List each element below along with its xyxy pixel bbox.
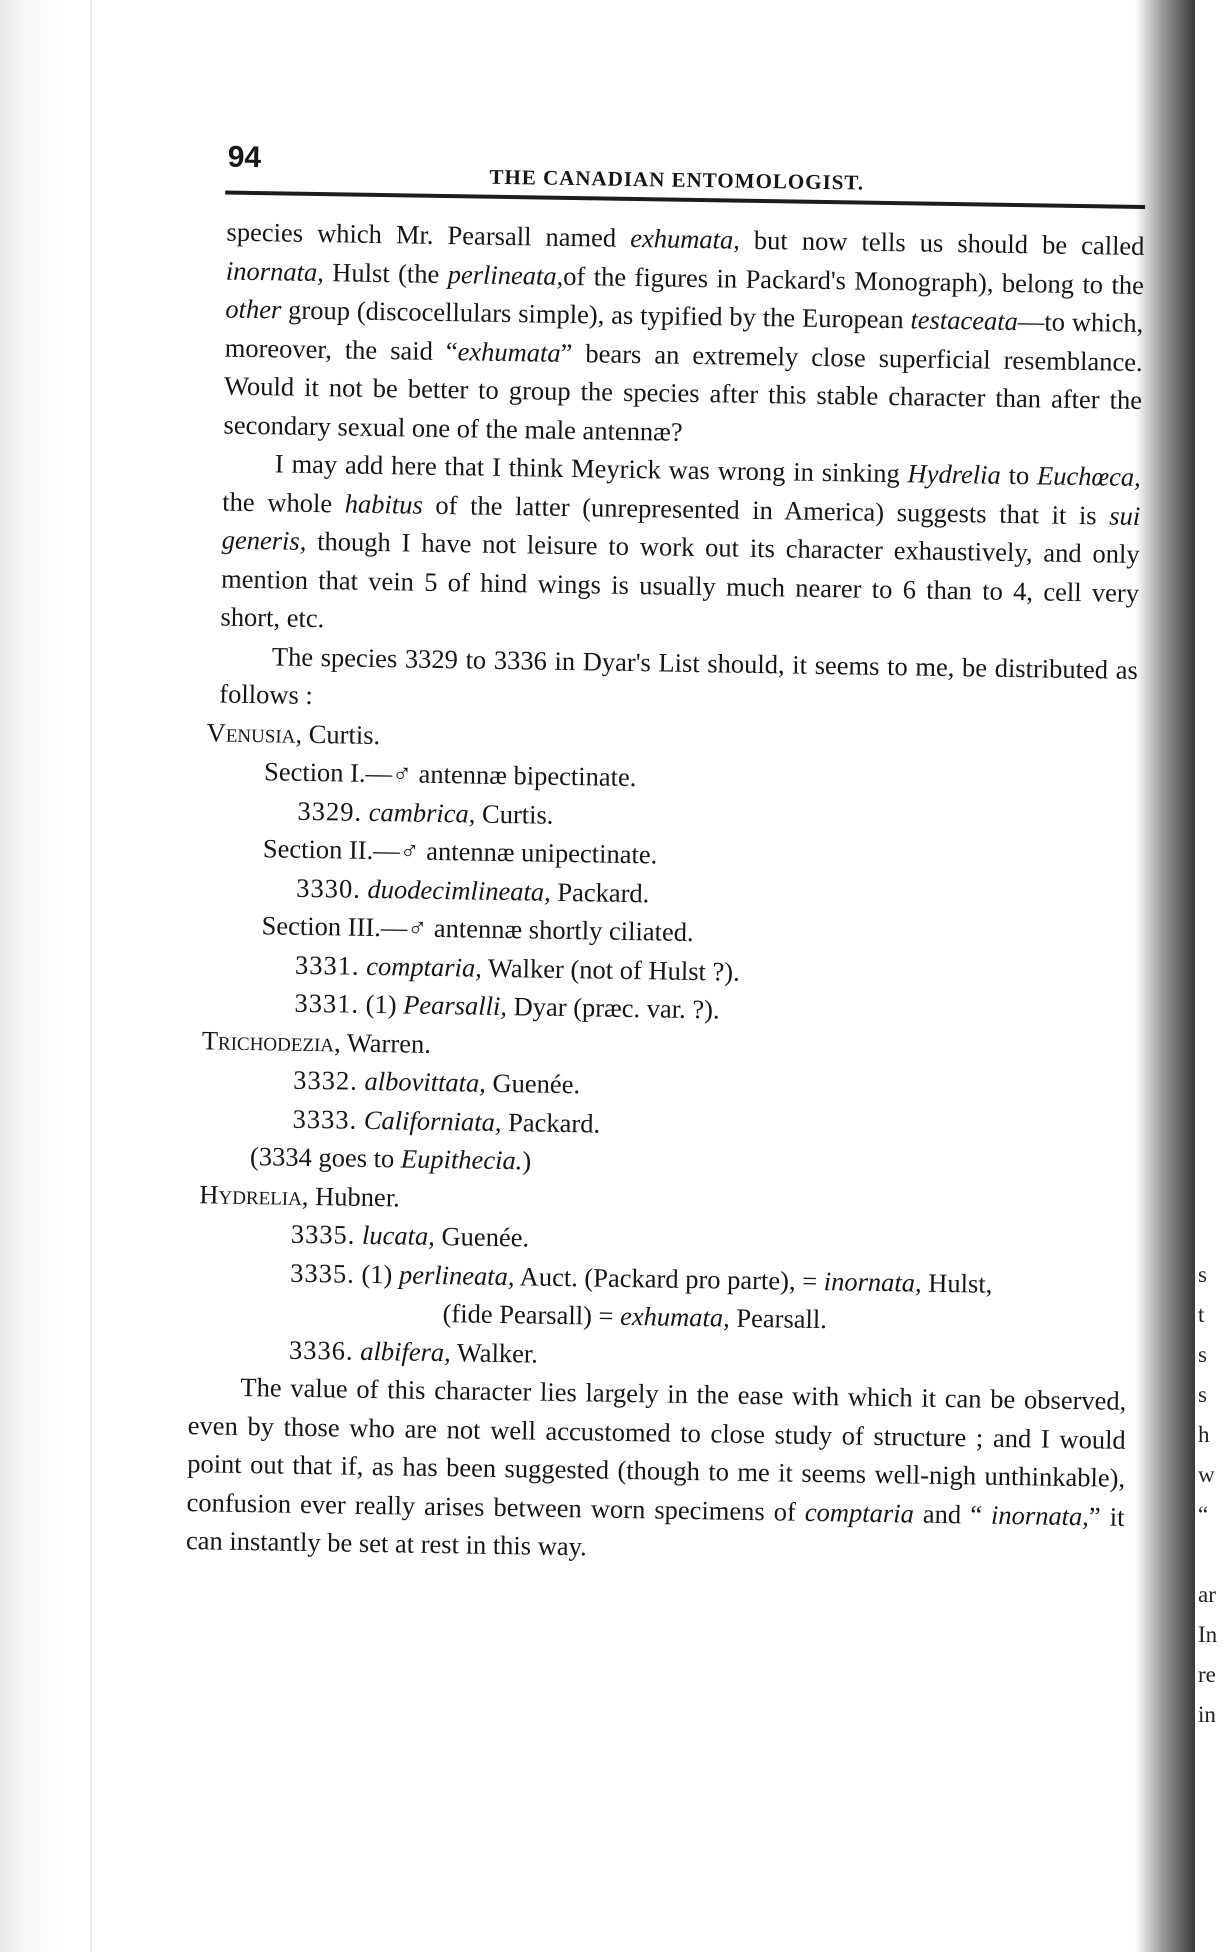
species-name: testaceata xyxy=(910,304,1019,337)
emphasis: habitus xyxy=(344,487,424,520)
text-run: of the figures in Packard's Monograph), belong to the xyxy=(563,260,1145,300)
genus-name: Hydrelia xyxy=(907,458,1002,490)
synonym-text: Auct. (Packard pro parte), = xyxy=(514,1260,825,1296)
variety-marker: (1) xyxy=(354,1258,400,1289)
species-number: 3332. xyxy=(293,1064,359,1096)
text-run: ” bears an extremely close superficial resemblance. Would it not be better to group the species after this stable character than after the secondary sexual one of the male antennæ? xyxy=(223,337,1143,447)
species-name: inornata, xyxy=(823,1265,922,1298)
facing-fragment: s xyxy=(1198,1382,1207,1407)
species-name: exhumata xyxy=(457,335,561,368)
species-list xyxy=(197,713,1137,1382)
scan-fold-line xyxy=(90,0,92,1952)
book-page xyxy=(168,140,1150,1574)
text-run: Hulst (the xyxy=(323,256,448,289)
species-name: perlineata, xyxy=(447,258,564,291)
text-run: group (discocellulars simple), as typified by the European xyxy=(281,294,911,335)
emphasis: sui generis, xyxy=(221,499,1141,556)
author: Hulst, xyxy=(921,1267,993,1299)
species-name: exhumata, xyxy=(629,222,741,255)
note-text: (3334 goes to xyxy=(249,1141,402,1174)
page-number: 94 xyxy=(227,140,262,175)
facing-page-fragments xyxy=(1198,1255,1224,1735)
paragraph-hydrelia xyxy=(220,444,1141,651)
species-number: 3333. xyxy=(292,1103,358,1135)
text-run: but now tells us should be called xyxy=(739,224,1145,262)
text-run: ” it can instantly be set at rest in this way. xyxy=(185,1500,1125,1562)
genus-name: Trichodezia, xyxy=(201,1024,342,1057)
facing-fragment: “ xyxy=(1198,1502,1209,1527)
text-run: the whole xyxy=(222,486,345,518)
variety-marker: (1) xyxy=(358,988,404,1020)
facing-fragment: s xyxy=(1198,1342,1207,1367)
author: Curtis. xyxy=(475,798,554,830)
text-run: The value of this character lies largely in the ease with which it can be observed, even by those who are not well accustomed to close study of structure ; and I would point out that if, as has been suggested (though to me it seems well-nigh unthinkable), confusion ever really arises between worn specimens of xyxy=(186,1371,1127,1527)
synonym-text: (fide Pearsall) = xyxy=(442,1298,621,1331)
note-text: ) xyxy=(522,1145,532,1176)
facing-fragment: t xyxy=(1198,1302,1205,1327)
species-name: inornata, xyxy=(225,255,325,287)
author: Packard. xyxy=(501,1106,601,1139)
facing-fragment: w xyxy=(1198,1462,1215,1487)
species-number: 3330. xyxy=(296,872,362,904)
text-run: and “ xyxy=(913,1498,992,1530)
author: Hubner. xyxy=(308,1180,401,1212)
author: Guenée. xyxy=(434,1220,530,1253)
paragraph-exhumata xyxy=(223,213,1145,458)
facing-fragment: h xyxy=(1198,1422,1210,1447)
author: Curtis. xyxy=(301,718,381,750)
species-name: albovittata, xyxy=(364,1065,487,1098)
section-heading: Section II.—♂ antennæ unipectinate. xyxy=(262,833,658,870)
facing-fragment: in xyxy=(1198,1702,1216,1727)
text-run: —to which, moreover, the said “ xyxy=(224,306,1144,366)
species-name: Pearsalli, xyxy=(402,989,508,1022)
species-name: albifera, xyxy=(360,1335,452,1367)
species-name: perlineata, xyxy=(398,1258,515,1291)
text-run: species which Mr. Pearsall named xyxy=(226,216,631,253)
genus-name: Eupithecia. xyxy=(400,1143,523,1176)
paragraph-distribution: The species 3329 to 3336 in Dyar's List should, it seems to me, be distributed as follows : xyxy=(219,640,1139,710)
genus-name: Hydrelia, xyxy=(199,1178,309,1211)
facing-fragment xyxy=(1198,1535,1224,1575)
species-name: lucata, xyxy=(361,1219,436,1251)
section-heading: Section I.—♂ antennæ bipectinate. xyxy=(263,756,637,793)
species-name: inornata, xyxy=(990,1499,1090,1531)
body-text xyxy=(185,213,1145,1575)
author: Pearsall. xyxy=(729,1302,828,1335)
text-run: though I have not leisure to work out its character exhaustively, and only mention that vein 5 of hind wings is usually much nearer to 6 than to 4, cell very short, etc. xyxy=(220,525,1140,634)
author: Dyar (præc. var. ?). xyxy=(506,991,720,1025)
paragraph-conclusion xyxy=(186,1367,1127,1574)
genus-name: Euchœca, xyxy=(1036,460,1142,492)
text-run: of the latter (unrepresented in America) suggests that it is xyxy=(422,489,1110,530)
author: Packard. xyxy=(550,876,650,908)
species-number: 3331. xyxy=(294,949,360,981)
text-run: I may add here that I think Meyrick was wrong in sinking xyxy=(274,448,908,489)
species-number: 3335. xyxy=(290,1218,356,1250)
species-name: cambrica, xyxy=(368,796,476,829)
header-rule xyxy=(225,191,1145,209)
page-header xyxy=(189,140,1150,195)
species-name: exhumata, xyxy=(619,1300,731,1333)
species-name: duodecimlineata, xyxy=(367,873,551,907)
facing-fragment: ar xyxy=(1198,1582,1216,1607)
author: Warren. xyxy=(340,1026,432,1059)
species-number: 3335. xyxy=(289,1257,356,1289)
emphasis: other xyxy=(225,293,282,325)
section-heading: Section III.—♂ antennæ shortly ciliated. xyxy=(261,910,694,948)
text-run: to xyxy=(1000,459,1038,491)
facing-fragment: In xyxy=(1198,1622,1218,1647)
genus-name: Venusia, xyxy=(206,716,303,749)
species-name: comptaria xyxy=(804,1496,915,1529)
species-number: 3331. xyxy=(294,987,360,1019)
running-title: THE CANADIAN ENTOMOLOGIST. xyxy=(489,164,865,195)
species-number: 3336. xyxy=(288,1334,354,1366)
left-scan-margin xyxy=(0,0,60,1952)
author: Guenée. xyxy=(485,1067,581,1100)
species-name: comptaria, xyxy=(366,950,483,983)
species-name: Californiata, xyxy=(363,1104,502,1137)
facing-fragment: re xyxy=(1198,1662,1216,1687)
author: Walker (not of Hulst ?). xyxy=(481,952,740,987)
author: Walker. xyxy=(450,1336,539,1369)
facing-fragment: s xyxy=(1198,1262,1207,1287)
species-number: 3329. xyxy=(297,795,363,827)
